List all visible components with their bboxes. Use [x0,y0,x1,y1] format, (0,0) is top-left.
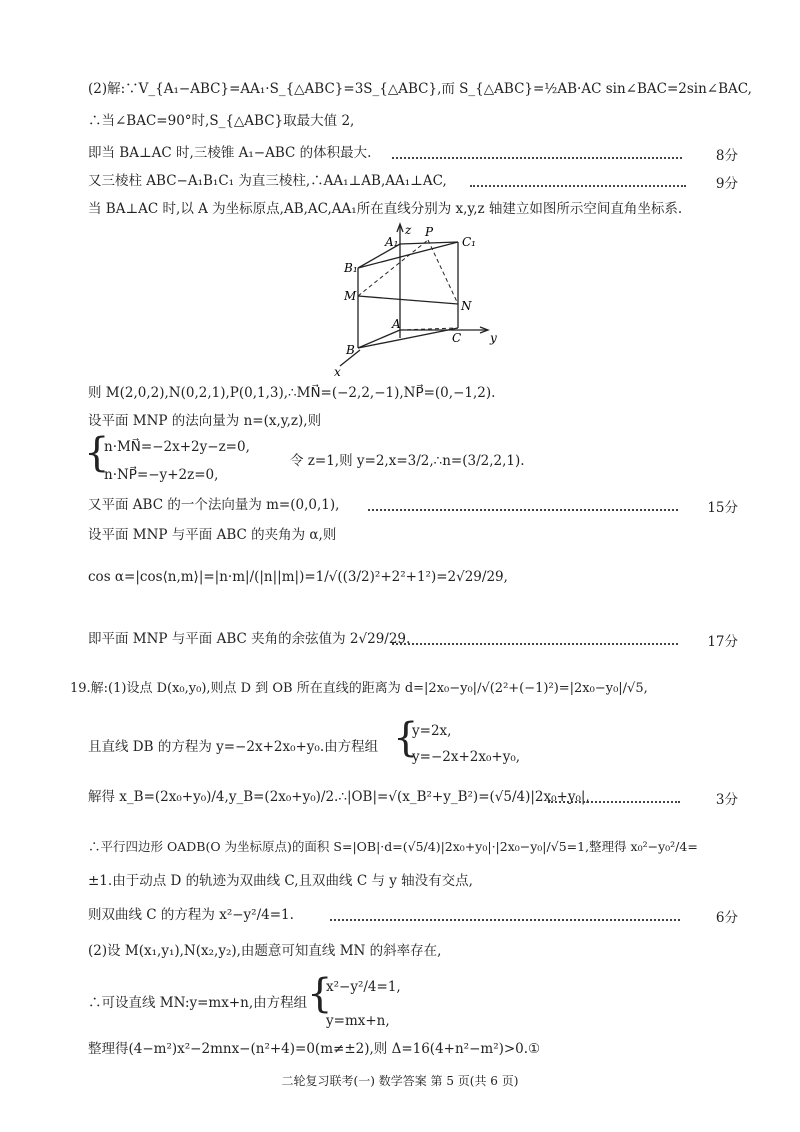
score-3: 3分 [715,792,738,808]
problem-19-line-2: 且直线 DB 的方程为 y=−2x+2x₀+y₀.由方程组 [88,739,379,755]
score-leader [392,643,678,645]
solution-line-3: 即当 BA⊥AC 时,三棱锥 A₁−ABC 的体积最大. [88,145,372,161]
score-15: 15分 [707,500,738,516]
problem-19-line-9: 整理得(4−m²)x²−2mnx−(n²+4)=0(m≠±2),则 Δ=16(4+n²−m²)>0.① [88,1041,541,1057]
score-8: 8分 [715,148,738,164]
solution-line-8: 又平面 ABC 的一个法向量为 m=(0,0,1), [88,497,340,513]
figure-label-x: x [334,365,341,379]
solution-line-6: 则 M(2,0,2),N(0,2,1),P(0,1,3),∴MN⃗=(−2,2,−1),NP⃗=(0,−1,2). [88,385,496,401]
figure-label-z: z [405,223,412,237]
problem-19-line-8: ∴可设直线 MN:y=mx+n,由方程组 [88,995,308,1011]
solution-line-7: 设平面 MNP 的法向量为 n=(x,y,z),则 [88,413,322,429]
problem-19-line-5: ±1.由于动点 D 的轨迹为双曲线 C,且双曲线 C 与 y 轴没有交点, [88,873,473,889]
figure-label-A1: A₁ [385,235,399,249]
system-1-eq-1: n·MN⃗=−2x+2y−z=0, [104,439,250,455]
figure-label-M: M [344,289,357,303]
score-17: 17分 [707,634,738,650]
system-brace: { [307,971,333,1017]
solution-line-10: cos α=|cos⟨n,m⟩|=|n·m|/(|n||m|)=1/√((3/2)²+2²+1²)=2√29/29, [88,569,508,585]
problem-19-line-3: 解得 x_B=(2x₀+y₀)/4,y_B=(2x₀+y₀)/2.∴|OB|=√(x_B²+y_B²)=(√5/4)|2x₀+y₀|, [88,789,590,805]
score-leader [392,157,682,159]
problem-19-line-6: 则双曲线 C 的方程为 x²−y²/4=1. [88,907,294,923]
solution-line-11: 即平面 MNP 与平面 ABC 夹角的余弦值为 2√29/29. [88,631,411,647]
score-9: 9分 [715,176,738,192]
figure-label-y: y [490,331,497,345]
problem-19-line-7: (2)设 M(x₁,y₁),N(x₂,y₂),由题意可知直线 MN 的斜率存在, [88,943,442,959]
system-brace: { [393,715,419,761]
system-1-result: 令 z=1,则 y=2,x=3/2,∴n=(3/2,2,1). [290,453,525,469]
figure-label-A: A [392,317,401,331]
figure-label-C: C [452,331,462,345]
solution-line-4: 又三棱柱 ABC−A₁B₁C₁ 为直三棱柱,∴AA₁⊥AB,AA₁⊥AC, [88,173,447,189]
prism-coordinate-figure [330,220,530,380]
system-brace: { [84,430,110,476]
system-1-eq-2: n·NP⃗=−y+2z=0, [104,467,219,483]
solution-line-1: (2)解:∵V_{A₁−ABC}=AA₁·S_{△ABC}=3S_{△ABC},而 S_{△ABC}=½AB·AC sin∠BAC=2sin∠BAC, [88,81,752,97]
score-leader [470,185,686,187]
page-footer: 二轮复习联考(一) 数学答案 第 5 页(共 6 页) [281,1074,519,1088]
figure-label-B: B [346,343,355,357]
score-leader [548,801,680,803]
figure-label-B1: B₁ [344,261,358,275]
figure-label-P: P [425,225,434,239]
system-3-eq-2: y=mx+n, [326,1013,390,1029]
system-2-eq-1: y=2x, [412,723,452,739]
score-leader [330,919,680,921]
score-6: 6分 [715,910,738,926]
system-2-eq-2: y=−2x+2x₀+y₀, [412,749,521,765]
problem-19-line-4: ∴平行四边形 OADB(O 为坐标原点)的面积 S=|OB|·d=(√5/4)|2x₀+y₀|·|2x₀−y₀|/√5=1,整理得 x₀²−y₀²/4= [88,839,698,854]
score-leader [368,509,678,511]
system-3-eq-1: x²−y²/4=1, [326,979,401,995]
solution-line-9: 设平面 MNP 与平面 ABC 的夹角为 α,则 [88,527,337,543]
figure-label-N: N [461,299,472,313]
figure-label-C1: C₁ [462,235,476,249]
solution-line-5: 当 BA⊥AC 时,以 A 为坐标原点,AB,AC,AA₁所在直线分别为 x,y,z 轴建立如图所示空间直角坐标系. [88,201,683,217]
solution-line-2: ∴当∠BAC=90°时,S_{△ABC}取最大值 2, [88,113,355,129]
problem-19-line-1: 19.解:(1)设点 D(x₀,y₀),则点 D 到 OB 所在直线的距离为 d=|2x₀−y₀|/√(2²+(−1)²)=|2x₀−y₀|/√5, [70,681,648,696]
